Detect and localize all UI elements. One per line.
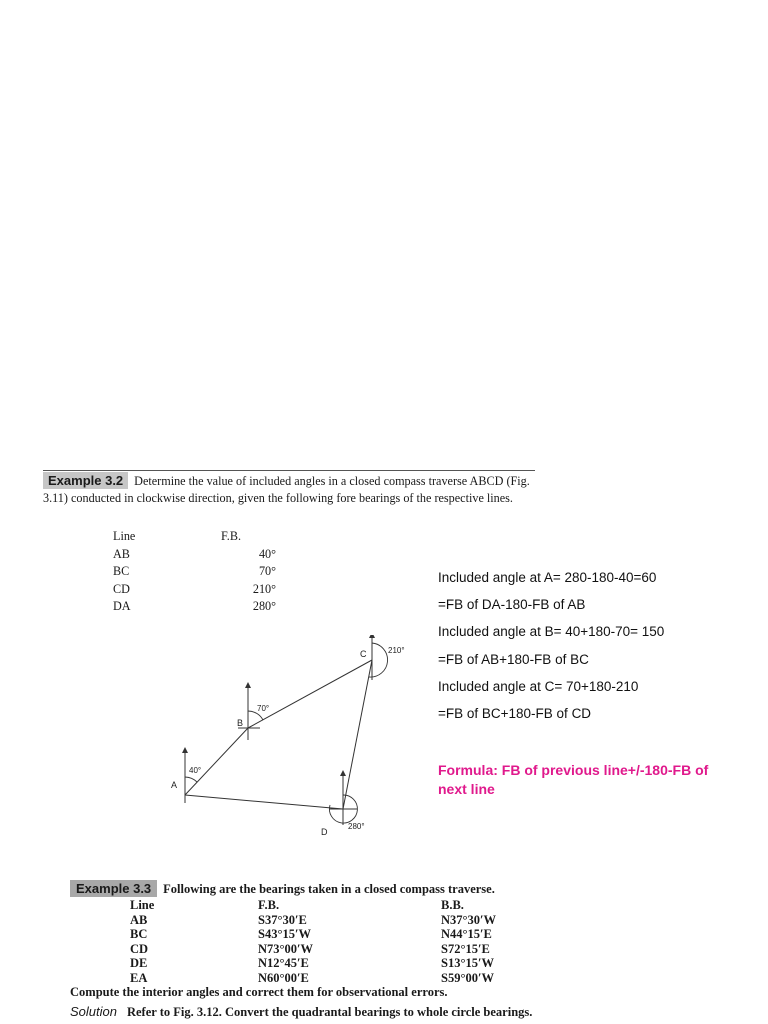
line-bc: [248, 660, 372, 728]
line-cell: AB: [113, 546, 130, 561]
included-angle-notes: [438, 568, 758, 731]
header-line: Line: [113, 529, 136, 543]
note-line: Included angle at C= 70+180-210: [438, 678, 639, 694]
table-row: [113, 581, 281, 599]
example-3-2-text: Determine the value of included angles in a closed compass traverse ABCD (Fig. 3.11) conducted in clockwise direction, given the following fore bearings of the respective lines.: [43, 474, 530, 505]
point-label-d: D: [321, 827, 328, 837]
note-line: =FB of DA-180-FB of AB: [438, 597, 586, 613]
line-cell: CD: [130, 941, 149, 956]
table-row: [130, 942, 561, 957]
line-cell: BC: [130, 927, 148, 942]
solution-line: [70, 1004, 730, 1020]
fb-cell: S37°30′E: [258, 912, 307, 927]
header-fb: F.B.: [221, 529, 242, 543]
bearings-table: [130, 898, 561, 986]
note-line: Included angle at A= 280-180-40=60: [438, 570, 657, 585]
table-header: [130, 898, 561, 913]
note-line: =FB of AB+180-FB of BC: [438, 651, 589, 667]
line-cd: [343, 660, 372, 809]
line-cell: DE: [130, 956, 148, 971]
fb-cell: N60°00′E: [258, 970, 309, 985]
point-label-c: C: [360, 649, 367, 659]
bb-cell: S59°00′W: [441, 970, 494, 985]
fb-cell: N73°00′W: [258, 941, 314, 956]
solution-text: Refer to Fig. 3.12. Convert the quadrantal bearings to whole circle bearings.: [126, 1005, 533, 1019]
top-rule: [43, 470, 535, 471]
bb-cell: N37°30′W: [441, 912, 497, 927]
example-3-3: [70, 880, 710, 1019]
table-row: [130, 913, 561, 928]
angle-label-c: 210°: [388, 646, 405, 655]
header-bb: B.B.: [441, 898, 464, 912]
fb-cell: 280°: [252, 599, 276, 613]
fb-cell: S43°15′W: [258, 927, 311, 942]
table-row: [113, 546, 281, 564]
line-cell: CD: [113, 581, 130, 596]
table-row: [130, 956, 561, 971]
fb-cell: 40°: [258, 546, 276, 561]
table-row: [130, 927, 561, 942]
bb-cell: S72°15′E: [441, 941, 490, 956]
note-line: =FB of BC+180-FB of CD: [438, 705, 592, 721]
example-3-2-paragraph: [43, 472, 538, 507]
line-da: [185, 795, 343, 809]
point-label-a: A: [171, 780, 178, 790]
fore-bearing-table: [113, 528, 281, 616]
compute-instruction: Compute the interior angles and correct them for observational errors.: [70, 985, 448, 999]
header-fb: F.B.: [258, 898, 280, 912]
line-cell: DA: [113, 599, 131, 613]
header-line: Line: [130, 898, 155, 912]
fb-cell: N12°45′E: [258, 956, 309, 971]
fb-cell: 210°: [252, 581, 276, 596]
example-3-3-tag: Example 3.3: [70, 880, 157, 897]
line-cell: EA: [130, 970, 148, 985]
formula-text: Formula: FB of previous line+/-180-FB of next line: [438, 762, 709, 797]
angle-label-a: 40°: [189, 766, 202, 775]
bb-cell: S13°15′W: [441, 956, 494, 971]
table-row: [113, 563, 281, 581]
line-cell: AB: [130, 912, 148, 927]
line-ab: [185, 728, 248, 795]
angle-label-b: 70°: [257, 704, 270, 713]
table-row: [113, 598, 281, 616]
point-label-b: B: [237, 718, 244, 728]
line-cell: BC: [113, 564, 130, 578]
solution-label: Solution: [70, 1004, 117, 1019]
example-3-3-text: Following are the bearings taken in a closed compass traverse.: [163, 882, 495, 896]
table-header: [113, 528, 281, 546]
example-3-3-heading: [70, 880, 710, 898]
example-3-2-tag: Example 3.2: [43, 472, 128, 489]
traverse-diagram: [165, 635, 425, 845]
bb-cell: N44°15′E: [441, 927, 492, 942]
note-line: Included angle at B= 40+180-70= 150: [438, 624, 665, 640]
traverse-figure: [165, 635, 425, 850]
angle-label-d: 280°: [348, 822, 365, 831]
arc-a: [185, 777, 197, 782]
fb-cell: 70°: [258, 564, 276, 578]
